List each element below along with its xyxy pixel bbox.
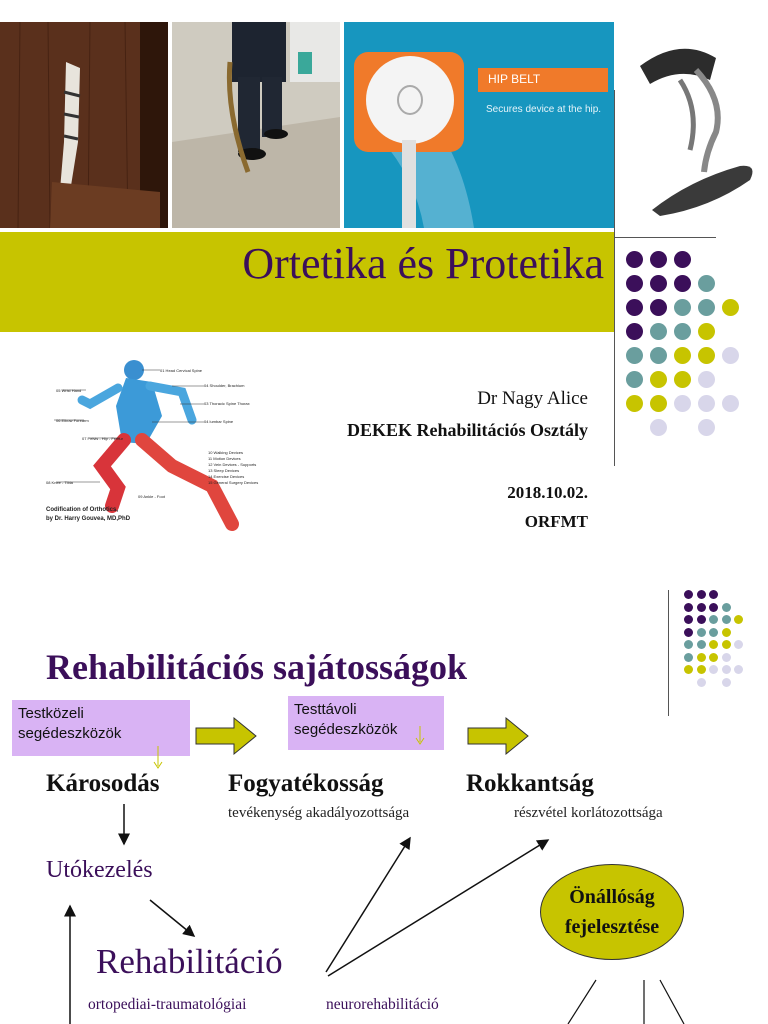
stage-impairment: Károsodás [46, 770, 160, 797]
svg-text:11 Motion Devices: 11 Motion Devices [208, 456, 241, 461]
svg-text:09 Ankle - Foot: 09 Ankle - Foot [138, 494, 165, 499]
stage-handicap-subtitle: részvétel korlátozottsága [514, 805, 663, 821]
svg-text:08 Knee - Tibia: 08 Knee - Tibia [46, 480, 73, 485]
decorative-dot [698, 275, 715, 292]
independence-line: Önállóság [569, 886, 655, 908]
block-arrow-right [196, 718, 256, 754]
slide-title: Rehabilitációs sajátosságok [46, 647, 468, 687]
svg-text:04 lumbar Spine: 04 lumbar Spine [204, 419, 234, 424]
svg-text:10 Walking Devices: 10 Walking Devices [208, 450, 243, 455]
stage-disability: Fogyatékosság [228, 770, 384, 797]
decorative-dot [674, 275, 691, 292]
svg-text:06 Elbow Forearm: 06 Elbow Forearm [56, 418, 89, 423]
line-from-independence [660, 980, 684, 1024]
block-arrow-right [468, 718, 528, 754]
decorative-dot [674, 371, 691, 388]
runner-caption-line: Codification of Orthotics, [46, 507, 118, 513]
decorative-dot [698, 395, 715, 412]
arrow-aftercare-to-rehab [150, 900, 194, 936]
decorative-dot [674, 395, 691, 412]
decorative-dot [626, 275, 643, 292]
page-title: Ortetika és Protetika [242, 239, 604, 288]
runner-caption-line: by Dr. Harry Gouvea, MD,PhD [46, 516, 131, 522]
decorative-dot [674, 299, 691, 316]
decorative-dot [626, 299, 643, 316]
decorative-dot [698, 323, 715, 340]
svg-text:14 Exercise Devices: 14 Exercise Devices [208, 474, 245, 479]
box-label: segédeszközök [18, 725, 122, 742]
decorative-dot [650, 275, 667, 292]
decorative-dot [626, 251, 643, 268]
svg-text:04 Shoulder, Brachium: 04 Shoulder, Brachium [204, 383, 245, 388]
decorative-dot [698, 299, 715, 316]
department: DEKEK Rehabilitációs Osztály [346, 420, 588, 440]
decorative-dot [698, 419, 715, 436]
independence-ellipse [540, 864, 684, 960]
rehab-orthopedic-label: ortopediai-traumatológiai [88, 996, 247, 1013]
decorative-dot [626, 347, 643, 364]
svg-text:07 Pelvis - Hip - Femur: 07 Pelvis - Hip - Femur [82, 436, 123, 441]
decorative-dot [674, 347, 691, 364]
decorative-dot [722, 347, 739, 364]
rehabilitation-label: Rehabilitáció [96, 942, 283, 981]
svg-text:13 Sleep Devices: 13 Sleep Devices [208, 468, 240, 473]
decorative-dot [698, 371, 715, 388]
svg-text:12 Vein Devices - Supports: 12 Vein Devices - Supports [208, 462, 257, 467]
rehab-slide [0, 576, 768, 1024]
decorative-dot [698, 347, 715, 364]
decorative-dot [650, 419, 667, 436]
arrow-rehab-to-handicap [328, 840, 548, 976]
decorative-dot [674, 251, 691, 268]
box-label: Testközeli [18, 705, 84, 722]
decorative-dot [626, 395, 643, 412]
decorative-dot [722, 299, 739, 316]
svg-text:01 Head Cervical Spine: 01 Head Cervical Spine [160, 368, 203, 373]
box-label: segédeszközök [294, 721, 398, 738]
decorative-dot [650, 299, 667, 316]
author-name: Dr Nagy Alice [477, 388, 588, 409]
svg-text:15 General Surgery Devices: 15 General Surgery Devices [208, 480, 259, 485]
decorative-dot [626, 323, 643, 340]
hip-belt-title: HIP BELT [488, 72, 541, 86]
box-label: Testtávoli [294, 701, 357, 718]
svg-text:03 Thoracic Spine Thorax: 03 Thoracic Spine Thorax [204, 401, 250, 406]
svg-text:05 Wrist Hand: 05 Wrist Hand [56, 388, 82, 393]
decorative-dot [674, 323, 691, 340]
presentation-date: 2018.10.02. [507, 483, 588, 502]
venue: ORFMT [524, 512, 588, 531]
decorative-dot [650, 347, 667, 364]
decorative-dot [650, 371, 667, 388]
decorative-dot [722, 395, 739, 412]
stage-disability-subtitle: tevékenység akadályozottsága [228, 805, 410, 821]
independence-line: fejelesztése [564, 916, 660, 938]
decorative-dot [650, 251, 667, 268]
stage-handicap: Rokkantság [466, 770, 594, 797]
aftercare-label: Utókezelés [46, 857, 153, 883]
line-from-independence [568, 980, 596, 1024]
rehab-neuro-label: neurorehabilitáció [326, 996, 439, 1013]
hip-belt-description: Secures device at the hip. [486, 104, 602, 115]
decorative-dot [626, 371, 643, 388]
decorative-dot [650, 323, 667, 340]
runner-caption [46, 506, 166, 524]
decorative-dot [650, 395, 667, 412]
